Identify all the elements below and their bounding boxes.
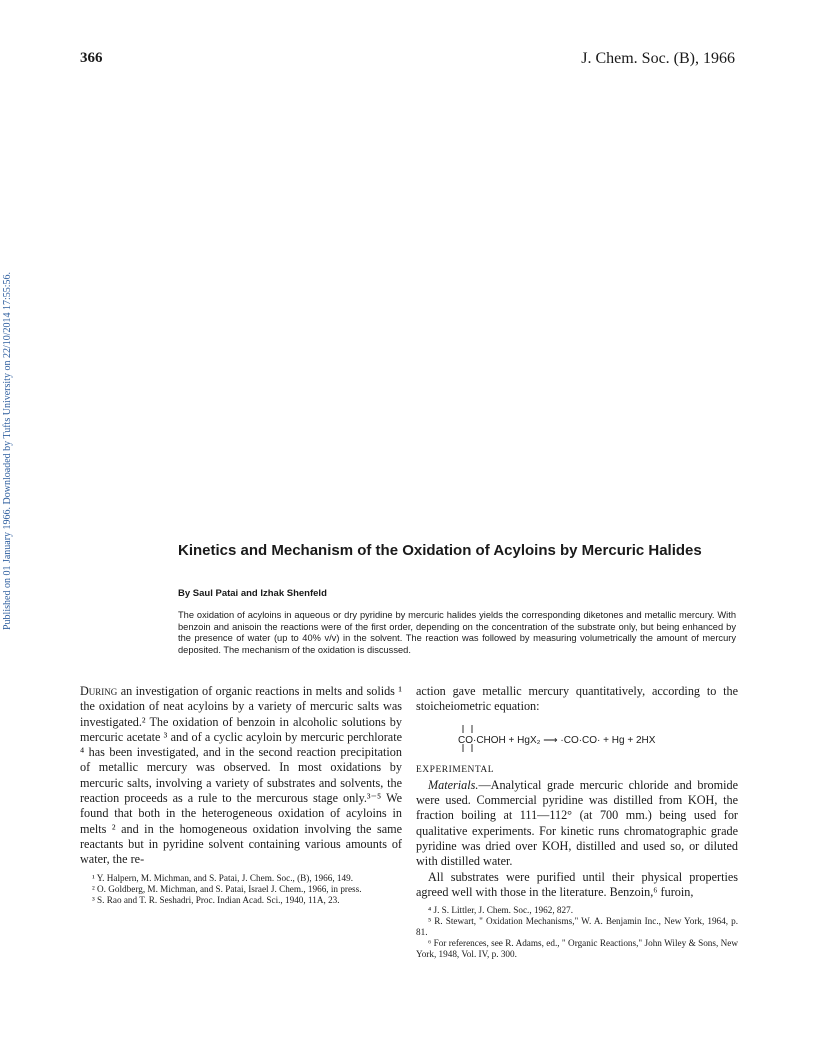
stoichiometric-equation xyxy=(416,723,738,751)
article-abstract: The oxidation of acyloins in aqueous or dry pyridine by mercuric halides yields the corresponding diketones and metallic mercury. With benzoin and anisoin the reactions were of the first order, depending on the concentration of the substrate only, but being enhanced by the presence of water (up to 40% v/v) in the solvent. The reaction was followed by measuring volumetrically the amount of mercury deposited. The mechanism of the oxidation is discussed. xyxy=(178,610,736,655)
materials-paragraph xyxy=(416,778,738,870)
section-heading-experimental: EXPERIMENTAL xyxy=(416,764,495,775)
intro-paragraph xyxy=(80,684,402,868)
footnote-5: ⁵ R. Stewart, " Oxidation Mechanisms," W. A. Benjamin Inc., New York, 1964, p. 81. xyxy=(416,916,738,938)
equation-text: CO·CHOH + HgX₂ ⟶ ·CO·CO· + Hg + 2HX xyxy=(458,734,656,746)
right-column xyxy=(416,684,738,960)
footnote-1: ¹ Y. Halpern, M. Michman, and S. Patai, J. Chem. Soc., (B), 1966, 149. xyxy=(92,872,354,883)
journal-reference: J. Chem. Soc. (B), 1966 xyxy=(581,50,735,67)
substrates-paragraph: All substrates were purified until their physical properties agreed well with those in the literature. Benzoin,⁶ furoin, xyxy=(416,869,738,899)
equation-intro: action gave metallic mercury quantitatively, according to the stoicheiometric equation: xyxy=(416,684,738,714)
left-column xyxy=(80,684,402,906)
footnote-4: ⁴ J. S. Littler, J. Chem. Soc., 1962, 827. xyxy=(428,905,573,916)
footnote-2: ² O. Goldberg, M. Michman, and S. Patai, Israel J. Chem., 1966, in press. xyxy=(92,883,362,894)
page-number: 366 xyxy=(80,50,103,66)
drop-word: During xyxy=(80,684,118,698)
materials-label: Materials. xyxy=(428,777,479,792)
footnote-6: ⁶ For references, see R. Adams, ed., " Organic Reactions," John Wiley & Sons, New York, 1948, Vol. IV, p. 300. xyxy=(416,938,738,960)
article-authors: By Saul Patai and Izhak Shenfeld xyxy=(178,588,327,599)
download-notice[interactable]: Published on 01 January 1966. Downloaded by Tufts University on 22/10/2014 17:55:56. xyxy=(2,271,13,630)
footnote-3: ³ S. Rao and T. R. Seshadri, Proc. Indian Acad. Sci., 1940, 11A, 23. xyxy=(92,894,340,905)
article-title: Kinetics and Mechanism of the Oxidation of Acyloins by Mercuric Halides xyxy=(178,542,702,559)
materials-text: —Analytical grade mercuric chloride and bromide were used. Commercial pyridine was distilled from KOH, the fraction boiling at 111—112° (at 700 mm.) being used for qualitative experiments. For kinetic runs chromatographic grade pyridine was dried over KOH, distilled and used so, or diluted with distilled water. xyxy=(416,777,738,869)
intro-text: an investigation of organic reactions in melts and solids ¹ the oxidation of neat acyloins by a variety of mercuric salts was investigated.² The oxidation of benzoin in alcoholic solutions by mercuric acetate ³ and of a cyclic acyloin by mercuric perchlorate ⁴ has been investigated, and in the second reaction precipitation of metallic mercury was observed. In most oxidations by mercuric salts, involving a variety of substrates and solvents, the reaction proceeds as a rule to the mercurous stage only.³⁻⁵ We found that both in the heterogeneous oxidation of acyloins in melts ² and in the homogeneous oxidation involving the same reactants but in pyridine solvent containing various amounts of water, the re- xyxy=(80,684,402,867)
